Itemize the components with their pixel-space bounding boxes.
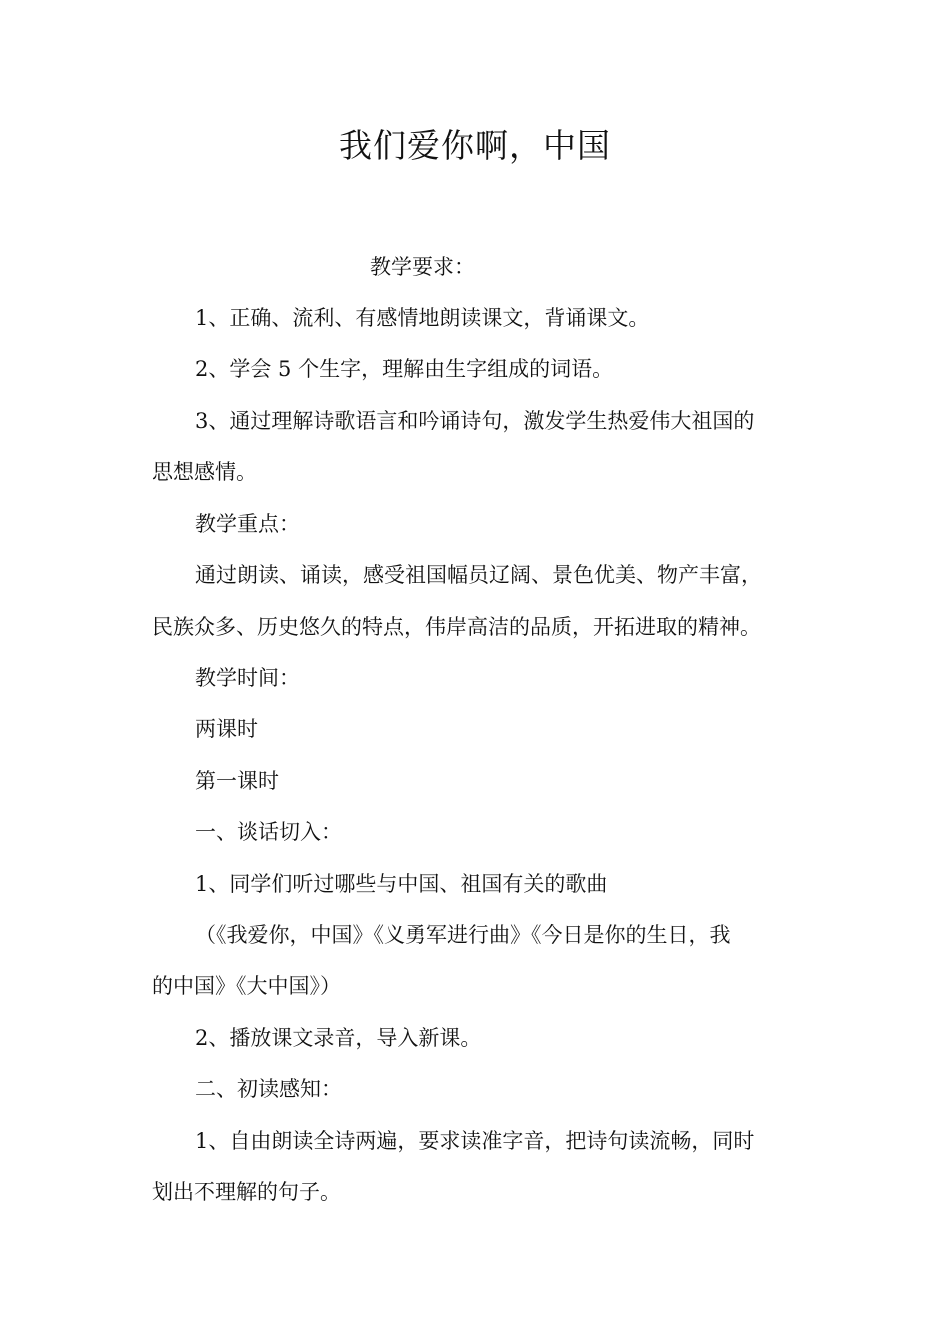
paragraph-line: 1、同学们听过哪些与中国、祖国有关的歌曲 xyxy=(195,872,608,896)
document-title: 我们爱你啊，中国 xyxy=(339,126,611,165)
paragraph-line: 的中国》《大中国》） xyxy=(152,974,341,998)
paragraph-line: 划出不理解的句子。 xyxy=(152,1180,341,1204)
section-heading-teaching-time: 教学时间： xyxy=(195,666,300,690)
section-heading-key-points: 教学重点： xyxy=(195,512,300,536)
paragraph-line: 2、播放课文录音，导入新课。 xyxy=(195,1026,482,1050)
paragraph-line: 民族众多、历史悠久的特点，伟岸高洁的品质，开拓进取的精神。 xyxy=(152,615,761,639)
paragraph-line: 1、自由朗读全诗两遍，要求读准字音，把诗句读流畅，同时 xyxy=(195,1129,755,1153)
paragraph-line: 1、正确、流利、有感情地朗读课文，背诵课文。 xyxy=(195,306,650,330)
section-heading: 二、初读感知： xyxy=(195,1077,342,1101)
paragraph-line: （《我爱你，中国》《义勇军进行曲》《今日是你的生日，我 xyxy=(195,923,731,947)
paragraph-line: 思想感情。 xyxy=(152,460,257,484)
paragraph-line: 通过朗读、诵读，感受祖国幅员辽阔、景色优美、物产丰富， xyxy=(195,563,762,587)
section-heading-teaching-requirements: 教学要求： xyxy=(370,255,475,279)
paragraph-line: 两课时 xyxy=(195,717,258,741)
section-heading-first-lesson: 第一课时 xyxy=(195,769,279,793)
section-heading: 一、谈话切入： xyxy=(195,820,342,844)
paragraph-line: 2、学会 5 个生字，理解由生字组成的词语。 xyxy=(195,357,614,381)
paragraph-line: 3、通过理解诗歌语言和吟诵诗句，激发学生热爱伟大祖国的 xyxy=(195,409,755,433)
